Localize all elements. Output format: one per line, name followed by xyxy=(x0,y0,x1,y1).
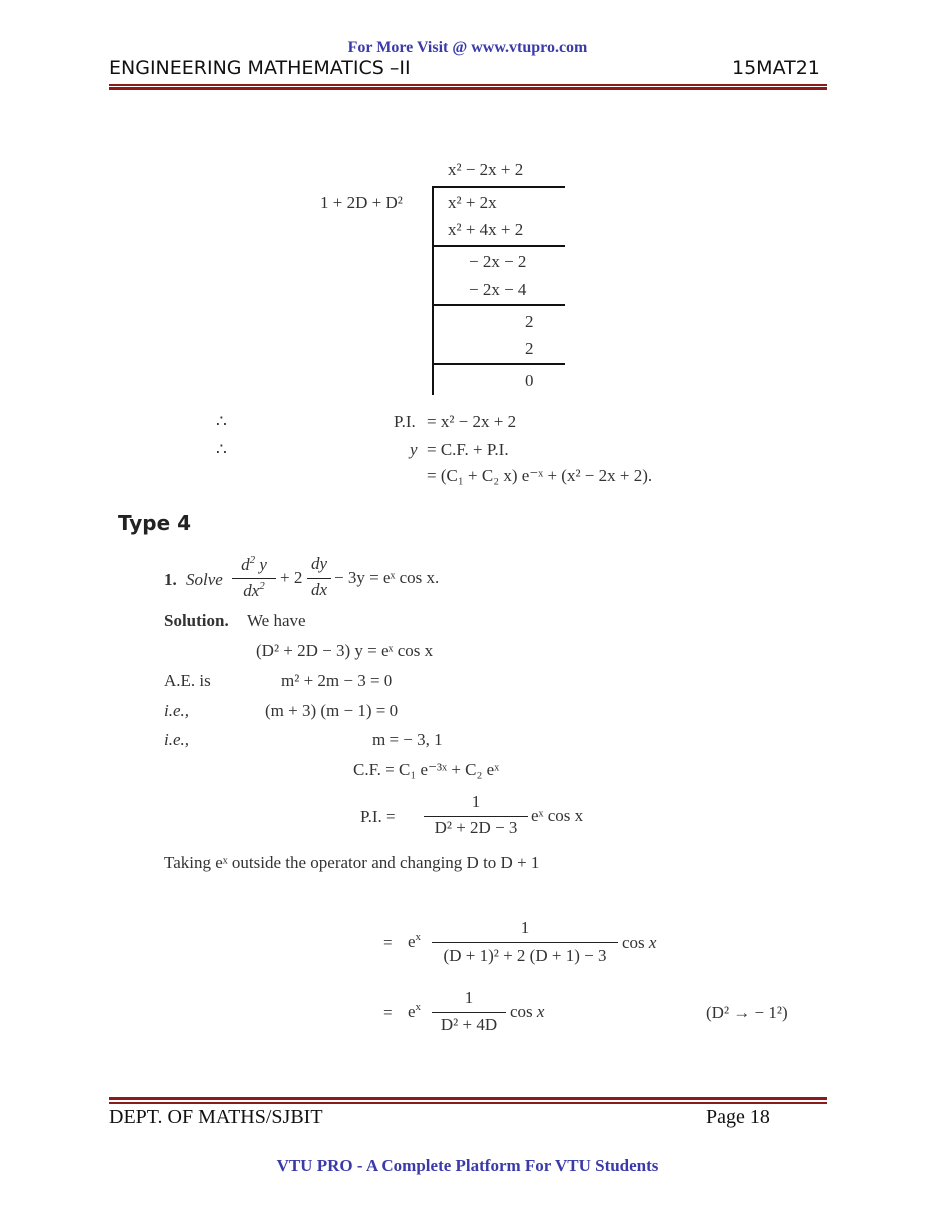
division-line-top xyxy=(432,186,565,188)
step1-denominator: (D + 1)² + 2 (D + 1) − 3 xyxy=(443,946,607,965)
substitution-note: (D² → − 1²) xyxy=(706,1003,788,1022)
solution-we-have: We have xyxy=(247,611,306,630)
first-derivative-denominator: dx xyxy=(310,580,328,599)
solution-label: Solution. xyxy=(164,611,229,630)
second-derivative-denominator: $dx^2$ xyxy=(243,580,265,600)
fraction-bar xyxy=(307,578,331,579)
cos-term: cos x xyxy=(622,933,657,952)
step1-numerator: 1 xyxy=(520,918,530,937)
second-derivative-numerator: $d^2$ y xyxy=(241,554,267,574)
footer-rule-thin xyxy=(109,1102,827,1104)
header-rule-thin xyxy=(109,84,827,86)
division-row: − 2x − 2 xyxy=(469,252,527,271)
pi-denominator: D² + 2D − 3 xyxy=(434,818,518,837)
exp-factor: $e^x$ xyxy=(408,931,422,951)
footer-department: DEPT. OF MATHS/SJBIT xyxy=(109,1106,323,1128)
ae-label: A.E. is xyxy=(164,671,211,690)
division-line xyxy=(432,304,565,306)
division-row: 2 xyxy=(525,339,534,358)
division-line xyxy=(432,245,565,247)
fraction-bar xyxy=(432,1012,506,1013)
fraction-bar xyxy=(232,578,276,579)
cos-term: cos x xyxy=(510,1002,545,1021)
header-subject: ENGINEERING MATHEMATICS –II xyxy=(109,57,411,79)
taking-outside-text: Taking eˣ outside the operator and changing D to D + 1 xyxy=(164,853,540,872)
division-remainder: 0 xyxy=(525,371,534,390)
header-course-code: 15MAT21 xyxy=(732,57,820,79)
therefore-symbol: ∴ xyxy=(216,440,227,459)
problem-solve-word: Solve xyxy=(186,570,223,589)
division-row: 2 xyxy=(525,312,534,331)
fraction-bar xyxy=(432,942,618,943)
footer-page-number: Page 18 xyxy=(706,1106,770,1128)
step2-denominator: D² + 4D xyxy=(440,1015,498,1034)
pi-label: P.I. xyxy=(394,412,416,431)
step2-numerator: 1 xyxy=(464,988,474,1007)
section-heading: Type 4 xyxy=(118,511,192,535)
roots-equation: m = − 3, 1 xyxy=(372,730,443,749)
division-row: x² + 2x xyxy=(448,193,497,212)
division-row: − 2x − 4 xyxy=(469,280,527,299)
equals-sign: = xyxy=(383,1003,393,1022)
pi-numerator: 1 xyxy=(471,792,481,811)
plus-two-text: + 2 xyxy=(280,568,303,587)
y-label: y xyxy=(410,440,418,459)
header-rule-thick xyxy=(109,87,827,90)
ie-label: i.e., xyxy=(164,730,190,749)
ie-label: i.e., xyxy=(164,701,190,720)
pi-label-solution: P.I. = xyxy=(360,807,396,826)
footer-brand-link[interactable]: VTU PRO - A Complete Platform For VTU Students xyxy=(276,1156,659,1175)
division-row: x² + 4x + 2 xyxy=(448,220,524,239)
factored-equation: (m + 3) (m − 1) = 0 xyxy=(265,701,399,720)
problem-number: 1. xyxy=(164,570,177,589)
division-quotient: x² − 2x + 2 xyxy=(448,160,524,179)
exp-factor: $e^x$ xyxy=(408,1001,422,1021)
fraction-bar xyxy=(424,816,528,817)
y-value: = C.F. + P.I. xyxy=(427,440,509,459)
header-visit-link[interactable]: For More Visit @ www.vtupro.com xyxy=(347,39,588,56)
equation-operator-form: (D² + 2D − 3) y = eˣ cos x xyxy=(256,641,434,660)
first-derivative-numerator: dy xyxy=(310,554,328,573)
pi-value: = x² − 2x + 2 xyxy=(427,412,517,431)
ae-equation: m² + 2m − 3 = 0 xyxy=(281,671,393,690)
footer-rule-thick xyxy=(109,1097,827,1100)
cf-equation: C.F. = C₁ e⁻³ˣ + C₂ eˣ xyxy=(353,760,500,779)
therefore-symbol: ∴ xyxy=(216,412,227,431)
division-line xyxy=(432,363,565,365)
division-divisor: 1 + 2D + D² xyxy=(320,193,403,212)
y-final: = (C₁ + C₂ x) e⁻ˣ + (x² − 2x + 2). xyxy=(427,466,653,485)
problem-rhs: − 3y = eˣ cos x. xyxy=(334,568,440,587)
pi-tail: eˣ cos x xyxy=(531,806,584,825)
equals-sign: = xyxy=(383,933,393,952)
